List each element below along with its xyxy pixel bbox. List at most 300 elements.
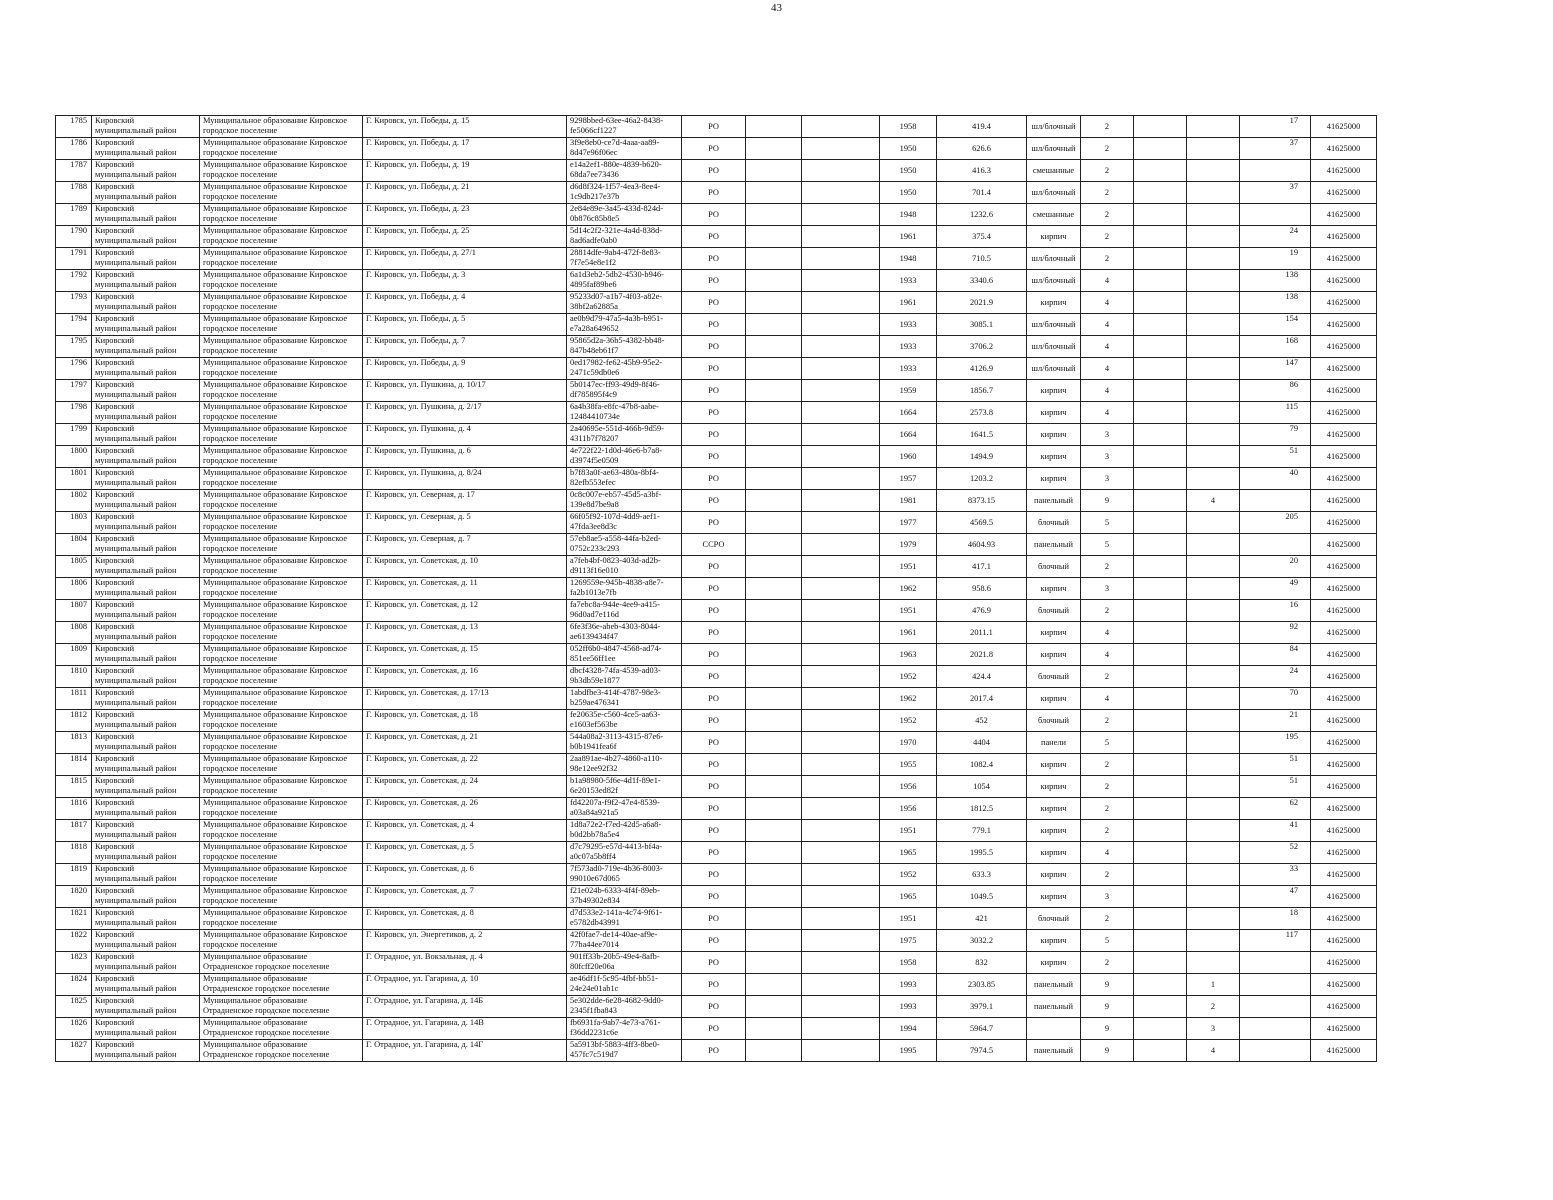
- cell-elevators: [1187, 622, 1240, 644]
- cell-oktmo: 41625000: [1311, 952, 1377, 974]
- cell-area: 2021.8: [937, 644, 1027, 666]
- cell-municipality-line-1: Муниципальное образование Кировское: [203, 248, 348, 257]
- cell-empty-a: [746, 512, 802, 534]
- cell-municipality-line-2: городское поселение: [203, 456, 278, 465]
- cell-guid: [567, 974, 682, 996]
- cell-floors: 9: [1081, 974, 1134, 996]
- cell-wall-material: кирпич: [1027, 380, 1081, 402]
- cell-residents: 33: [1240, 864, 1311, 886]
- cell-guid-line-1: 0c8c007e-eb57-45d5-a3bf-: [570, 490, 662, 499]
- cell-residents: [1240, 1040, 1311, 1062]
- cell-guid-line-2: b259ae476341: [570, 698, 620, 707]
- cell-address: Г. Кировск, ул. Победы, д. 7: [363, 336, 567, 358]
- cell-elevators: [1187, 182, 1240, 204]
- table-row: [56, 314, 1377, 336]
- cell-residents: 40: [1240, 468, 1311, 490]
- cell-area: 417.1: [937, 556, 1027, 578]
- cell-wall-material: шл/блочный: [1027, 314, 1081, 336]
- cell-municipality: [200, 1018, 363, 1040]
- table-row: [56, 776, 1377, 798]
- cell-guid-line-1: 052ff6b0-4847-4568-ad74-: [570, 644, 662, 653]
- table-row: [56, 666, 1377, 688]
- cell-municipality-line-2: Отрадненское городское поселение: [203, 1028, 330, 1037]
- cell-empty-a: [746, 930, 802, 952]
- cell-floors: 2: [1081, 754, 1134, 776]
- cell-elevators: 3: [1187, 1018, 1240, 1040]
- cell-row-number: 1825: [56, 996, 92, 1018]
- table-row: [56, 930, 1377, 952]
- cell-build-year: 1963: [880, 644, 937, 666]
- cell-district-line-2: муниципальный район: [95, 1006, 177, 1015]
- cell-ownership-type: РО: [682, 116, 746, 138]
- cell-empty-c: [1134, 776, 1187, 798]
- cell-ownership-type: РО: [682, 644, 746, 666]
- cell-row-number: 1788: [56, 182, 92, 204]
- cell-municipality-line-2: городское поселение: [203, 148, 278, 157]
- cell-elevators: [1187, 116, 1240, 138]
- cell-floors: 2: [1081, 908, 1134, 930]
- cell-area: 1232.6: [937, 204, 1027, 226]
- cell-guid-line-2: 12484410734e: [570, 412, 620, 421]
- cell-guid-line-1: 5e302dde-6e28-4682-9dd0-: [570, 996, 664, 1005]
- table-row: [56, 138, 1377, 160]
- cell-row-number: 1803: [56, 512, 92, 534]
- cell-municipality: [200, 688, 363, 710]
- cell-municipality-line-2: городское поселение: [203, 764, 278, 773]
- cell-address: Г. Кировск, ул. Советская, д. 6: [363, 864, 567, 886]
- cell-empty-a: [746, 754, 802, 776]
- cell-empty-c: [1134, 622, 1187, 644]
- cell-municipality-line-1: Муниципальное образование Кировское: [203, 864, 348, 873]
- cell-district: [92, 1040, 200, 1062]
- cell-guid-line-1: 6fe3f36e-abeb-4303-8044-: [570, 622, 661, 631]
- cell-row-number: 1800: [56, 446, 92, 468]
- cell-oktmo: 41625000: [1311, 1040, 1377, 1062]
- cell-district: [92, 622, 200, 644]
- cell-residents: 20: [1240, 556, 1311, 578]
- cell-area: 416.3: [937, 160, 1027, 182]
- table-row: [56, 116, 1377, 138]
- cell-municipality-line-2: городское поселение: [203, 192, 278, 201]
- cell-guid-line-2: b0d2bb78a5e4: [570, 830, 620, 839]
- cell-ownership-type: РО: [682, 864, 746, 886]
- cell-oktmo: 41625000: [1311, 314, 1377, 336]
- cell-district: [92, 864, 200, 886]
- cell-municipality: [200, 424, 363, 446]
- cell-municipality-line-1: Муниципальное образование Кировское: [203, 666, 348, 675]
- table-row: [56, 622, 1377, 644]
- cell-empty-b: [802, 1018, 880, 1040]
- cell-elevators: 1: [1187, 974, 1240, 996]
- cell-residents: [1240, 160, 1311, 182]
- cell-district-line-2: муниципальный район: [95, 1028, 177, 1037]
- cell-empty-c: [1134, 644, 1187, 666]
- cell-empty-b: [802, 292, 880, 314]
- cell-empty-c: [1134, 732, 1187, 754]
- cell-oktmo: 41625000: [1311, 248, 1377, 270]
- cell-build-year: 1959: [880, 380, 937, 402]
- cell-guid: [567, 864, 682, 886]
- cell-empty-a: [746, 270, 802, 292]
- cell-municipality: [200, 490, 363, 512]
- cell-row-number: 1811: [56, 688, 92, 710]
- cell-build-year: 1951: [880, 820, 937, 842]
- cell-guid-line-2: 9b3db59e1877: [570, 676, 620, 685]
- cell-residents: 70: [1240, 688, 1311, 710]
- cell-empty-a: [746, 1040, 802, 1062]
- cell-floors: 4: [1081, 358, 1134, 380]
- cell-elevators: [1187, 402, 1240, 424]
- cell-build-year: 1958: [880, 952, 937, 974]
- cell-empty-c: [1134, 754, 1187, 776]
- cell-ownership-type: РО: [682, 908, 746, 930]
- cell-guid-line-2: d9113f16e010: [570, 566, 619, 575]
- cell-address: Г. Отрадное, ул. Вокзальная, д. 4: [363, 952, 567, 974]
- cell-floors: 2: [1081, 182, 1134, 204]
- cell-wall-material: кирпич: [1027, 930, 1081, 952]
- cell-empty-a: [746, 292, 802, 314]
- cell-municipality-line-1: Муниципальное образование Кировское: [203, 622, 348, 631]
- cell-elevators: [1187, 468, 1240, 490]
- cell-row-number: 1827: [56, 1040, 92, 1062]
- cell-municipality-line-2: городское поселение: [203, 236, 278, 245]
- cell-elevators: [1187, 820, 1240, 842]
- cell-municipality: [200, 952, 363, 974]
- cell-district-line-2: муниципальный район: [95, 808, 177, 817]
- cell-municipality-line-1: Муниципальное образование Кировское: [203, 226, 348, 235]
- cell-municipality: [200, 666, 363, 688]
- cell-municipality-line-2: городское поселение: [203, 434, 278, 443]
- cell-floors: 4: [1081, 314, 1134, 336]
- cell-ownership-type: РО: [682, 380, 746, 402]
- cell-guid: [567, 732, 682, 754]
- cell-wall-material: кирпич: [1027, 644, 1081, 666]
- cell-address: Г. Отрадное, ул. Гагарина, д. 14В: [363, 1018, 567, 1040]
- cell-district: [92, 644, 200, 666]
- cell-municipality-line-1: Муниципальное образование Кировское: [203, 930, 348, 939]
- cell-empty-b: [802, 820, 880, 842]
- cell-empty-a: [746, 160, 802, 182]
- cell-elevators: [1187, 908, 1240, 930]
- cell-oktmo: 41625000: [1311, 930, 1377, 952]
- cell-empty-c: [1134, 182, 1187, 204]
- cell-residents: 86: [1240, 380, 1311, 402]
- cell-district: [92, 578, 200, 600]
- cell-empty-b: [802, 974, 880, 996]
- cell-municipality-line-1: Муниципальное образование Кировское: [203, 314, 348, 323]
- cell-floors: 4: [1081, 336, 1134, 358]
- cell-empty-b: [802, 160, 880, 182]
- cell-row-number: 1813: [56, 732, 92, 754]
- cell-guid-line-1: 0ed17982-fe62-45b9-95e2-: [570, 358, 663, 367]
- cell-district: [92, 336, 200, 358]
- cell-area: 424.4: [937, 666, 1027, 688]
- cell-wall-material: панельный: [1027, 996, 1081, 1018]
- cell-guid: [567, 1018, 682, 1040]
- cell-district-line-1: Кировский: [95, 556, 135, 565]
- cell-district: [92, 534, 200, 556]
- cell-row-number: 1793: [56, 292, 92, 314]
- cell-district: [92, 292, 200, 314]
- cell-ownership-type: РО: [682, 710, 746, 732]
- cell-municipality-line-1: Муниципальное образование Кировское: [203, 468, 348, 477]
- cell-municipality-line-1: Муниципальное образование Кировское: [203, 380, 348, 389]
- table-row: [56, 182, 1377, 204]
- cell-empty-a: [746, 886, 802, 908]
- cell-guid: [567, 534, 682, 556]
- cell-guid-line-2: 96d0ad7e116d: [570, 610, 619, 619]
- cell-wall-material: панели: [1027, 732, 1081, 754]
- cell-empty-c: [1134, 336, 1187, 358]
- cell-district-line-1: Кировский: [95, 182, 135, 191]
- cell-ownership-type: РО: [682, 512, 746, 534]
- cell-build-year: 1933: [880, 336, 937, 358]
- cell-build-year: 1956: [880, 776, 937, 798]
- cell-ownership-type: РО: [682, 226, 746, 248]
- table-row: [56, 556, 1377, 578]
- cell-municipality-line-1: Муниципальное образование Кировское: [203, 336, 348, 345]
- cell-guid-line-2: e1603ef563be: [570, 720, 618, 729]
- cell-municipality-line-2: городское поселение: [203, 676, 278, 685]
- cell-floors: 2: [1081, 248, 1134, 270]
- cell-empty-b: [802, 512, 880, 534]
- table-row: [56, 270, 1377, 292]
- cell-empty-b: [802, 622, 880, 644]
- cell-address: Г. Кировск, ул. Победы, д. 9: [363, 358, 567, 380]
- cell-wall-material: шл/блочный: [1027, 182, 1081, 204]
- cell-empty-a: [746, 204, 802, 226]
- cell-municipality-line-1: Муниципальное образование Кировское: [203, 204, 348, 213]
- cell-residents: 195: [1240, 732, 1311, 754]
- cell-ownership-type: РО: [682, 248, 746, 270]
- cell-elevators: [1187, 248, 1240, 270]
- cell-floors: 5: [1081, 534, 1134, 556]
- cell-district-line-1: Кировский: [95, 292, 135, 301]
- table-row: [56, 908, 1377, 930]
- cell-district-line-2: муниципальный район: [95, 984, 177, 993]
- cell-district: [92, 160, 200, 182]
- cell-district-line-2: муниципальный район: [95, 610, 177, 619]
- cell-address: Г. Кировск, ул. Советская, д. 4: [363, 820, 567, 842]
- cell-elevators: [1187, 644, 1240, 666]
- cell-residents: 84: [1240, 644, 1311, 666]
- cell-guid: [567, 666, 682, 688]
- cell-oktmo: 41625000: [1311, 512, 1377, 534]
- cell-build-year: 1950: [880, 160, 937, 182]
- cell-area: 958.6: [937, 578, 1027, 600]
- cell-oktmo: 41625000: [1311, 908, 1377, 930]
- cell-guid-line-1: b7f83a0f-ae63-480a-8bf4-: [570, 468, 659, 477]
- cell-empty-c: [1134, 512, 1187, 534]
- cell-floors: 4: [1081, 688, 1134, 710]
- cell-ownership-type: ССРО: [682, 534, 746, 556]
- cell-empty-a: [746, 600, 802, 622]
- cell-district-line-2: муниципальный район: [95, 148, 177, 157]
- cell-municipality-line-1: Муниципальное образование Кировское: [203, 402, 348, 411]
- cell-guid-line-2: 82efb553efec: [570, 478, 616, 487]
- cell-area: 476.9: [937, 600, 1027, 622]
- cell-municipality-line-1: Муниципальное образование Кировское: [203, 908, 348, 917]
- cell-ownership-type: РО: [682, 578, 746, 600]
- cell-guid: [567, 160, 682, 182]
- cell-district-line-2: муниципальный район: [95, 676, 177, 685]
- cell-empty-c: [1134, 226, 1187, 248]
- cell-district-line-1: Кировский: [95, 732, 135, 741]
- cell-guid-line-2: 6e20153ed82f: [570, 786, 618, 795]
- cell-empty-b: [802, 556, 880, 578]
- cell-guid-line-1: 2a40695e-551d-466b-9d59-: [570, 424, 664, 433]
- cell-guid: [567, 292, 682, 314]
- cell-oktmo: 41625000: [1311, 270, 1377, 292]
- table-row: [56, 886, 1377, 908]
- cell-municipality: [200, 358, 363, 380]
- cell-district-line-1: Кировский: [95, 820, 135, 829]
- cell-municipality: [200, 226, 363, 248]
- cell-ownership-type: РО: [682, 314, 746, 336]
- cell-empty-c: [1134, 424, 1187, 446]
- cell-guid-line-2: 47fda3ee8d3c: [570, 522, 617, 531]
- cell-area: 421: [937, 908, 1027, 930]
- cell-oktmo: 41625000: [1311, 776, 1377, 798]
- cell-floors: 4: [1081, 292, 1134, 314]
- cell-municipality-line-2: городское поселение: [203, 324, 278, 333]
- cell-municipality-line-2: городское поселение: [203, 632, 278, 641]
- cell-empty-a: [746, 776, 802, 798]
- register-body: [56, 116, 1377, 1062]
- cell-oktmo: 41625000: [1311, 842, 1377, 864]
- cell-empty-b: [802, 226, 880, 248]
- cell-area: 832: [937, 952, 1027, 974]
- cell-address: Г. Отрадное, ул. Гагарина, д. 14Г: [363, 1040, 567, 1062]
- cell-wall-material: шл/блочный: [1027, 270, 1081, 292]
- cell-municipality: [200, 380, 363, 402]
- cell-district-line-2: муниципальный район: [95, 698, 177, 707]
- cell-district: [92, 468, 200, 490]
- cell-empty-b: [802, 424, 880, 446]
- cell-area: 1641.5: [937, 424, 1027, 446]
- cell-empty-a: [746, 644, 802, 666]
- cell-address: Г. Кировск, ул. Победы, д. 19: [363, 160, 567, 182]
- cell-area: 452: [937, 710, 1027, 732]
- cell-district: [92, 930, 200, 952]
- cell-area: 3032.2: [937, 930, 1027, 952]
- cell-elevators: [1187, 226, 1240, 248]
- cell-wall-material: кирпич: [1027, 292, 1081, 314]
- cell-residents: 62: [1240, 798, 1311, 820]
- table-row: [56, 534, 1377, 556]
- cell-wall-material: кирпич: [1027, 446, 1081, 468]
- cell-empty-c: [1134, 116, 1187, 138]
- cell-municipality: [200, 446, 363, 468]
- cell-district-line-1: Кировский: [95, 534, 135, 543]
- cell-district: [92, 556, 200, 578]
- cell-empty-c: [1134, 798, 1187, 820]
- cell-guid-line-1: 42f0fae7-de14-40ae-af9e-: [570, 930, 658, 939]
- cell-empty-c: [1134, 908, 1187, 930]
- cell-district: [92, 314, 200, 336]
- cell-guid-line-2: d3974f5e0509: [570, 456, 619, 465]
- cell-empty-c: [1134, 490, 1187, 512]
- cell-municipality-line-2: городское поселение: [203, 566, 278, 575]
- cell-ownership-type: РО: [682, 292, 746, 314]
- cell-district-line-2: муниципальный район: [95, 126, 177, 135]
- cell-district-line-1: Кировский: [95, 116, 135, 125]
- cell-guid-line-2: 851ee56ff1ee: [570, 654, 616, 663]
- cell-residents: 37: [1240, 138, 1311, 160]
- cell-area: 710.5: [937, 248, 1027, 270]
- cell-ownership-type: РО: [682, 138, 746, 160]
- cell-empty-a: [746, 1018, 802, 1040]
- cell-floors: 2: [1081, 820, 1134, 842]
- cell-district-line-2: муниципальный район: [95, 500, 177, 509]
- cell-empty-c: [1134, 270, 1187, 292]
- cell-empty-b: [802, 886, 880, 908]
- cell-oktmo: 41625000: [1311, 886, 1377, 908]
- cell-area: 1082.4: [937, 754, 1027, 776]
- table-row: [56, 446, 1377, 468]
- cell-row-number: 1795: [56, 336, 92, 358]
- cell-district: [92, 952, 200, 974]
- cell-build-year: 1960: [880, 446, 937, 468]
- cell-empty-b: [802, 182, 880, 204]
- cell-oktmo: 41625000: [1311, 358, 1377, 380]
- cell-wall-material: шл/блочный: [1027, 336, 1081, 358]
- cell-address: Г. Кировск, ул. Советская, д. 24: [363, 776, 567, 798]
- cell-district: [92, 666, 200, 688]
- cell-elevators: [1187, 204, 1240, 226]
- cell-empty-a: [746, 314, 802, 336]
- cell-elevators: [1187, 292, 1240, 314]
- cell-district-line-2: муниципальный район: [95, 324, 177, 333]
- cell-build-year: 1961: [880, 292, 937, 314]
- cell-district-line-1: Кировский: [95, 1018, 135, 1027]
- cell-build-year: 1948: [880, 204, 937, 226]
- cell-district-line-2: муниципальный район: [95, 456, 177, 465]
- cell-district: [92, 446, 200, 468]
- cell-guid: [567, 512, 682, 534]
- cell-guid-line-1: b1a98980-5f6e-4d1f-89e1-: [570, 776, 661, 785]
- cell-empty-c: [1134, 314, 1187, 336]
- cell-build-year: 1950: [880, 138, 937, 160]
- cell-row-number: 1808: [56, 622, 92, 644]
- cell-district-line-2: муниципальный район: [95, 544, 177, 553]
- table-row: [56, 1040, 1377, 1062]
- cell-guid-line-2: 0752c233c293: [570, 544, 620, 553]
- cell-wall-material: панельный: [1027, 1040, 1081, 1062]
- cell-guid-line-1: fa7ebc8a-944e-4ee9-a415-: [570, 600, 660, 609]
- cell-district-line-2: муниципальный район: [95, 368, 177, 377]
- cell-oktmo: 41625000: [1311, 138, 1377, 160]
- cell-address: Г. Кировск, ул. Пушкина, д. 6: [363, 446, 567, 468]
- cell-wall-material: кирпич: [1027, 226, 1081, 248]
- cell-guid: [567, 248, 682, 270]
- cell-guid-line-2: fe5066cf1227: [570, 126, 617, 135]
- cell-wall-material: панельный: [1027, 490, 1081, 512]
- cell-empty-b: [802, 754, 880, 776]
- cell-municipality-line-2: городское поселение: [203, 918, 278, 927]
- cell-floors: 5: [1081, 930, 1134, 952]
- cell-municipality: [200, 182, 363, 204]
- cell-area: 2011.1: [937, 622, 1027, 644]
- cell-floors: 2: [1081, 864, 1134, 886]
- cell-address: Г. Кировск, ул. Победы, д. 27/1: [363, 248, 567, 270]
- cell-empty-a: [746, 578, 802, 600]
- cell-empty-b: [802, 336, 880, 358]
- cell-area: 419.4: [937, 116, 1027, 138]
- cell-floors: 4: [1081, 622, 1134, 644]
- cell-oktmo: 41625000: [1311, 204, 1377, 226]
- cell-district: [92, 754, 200, 776]
